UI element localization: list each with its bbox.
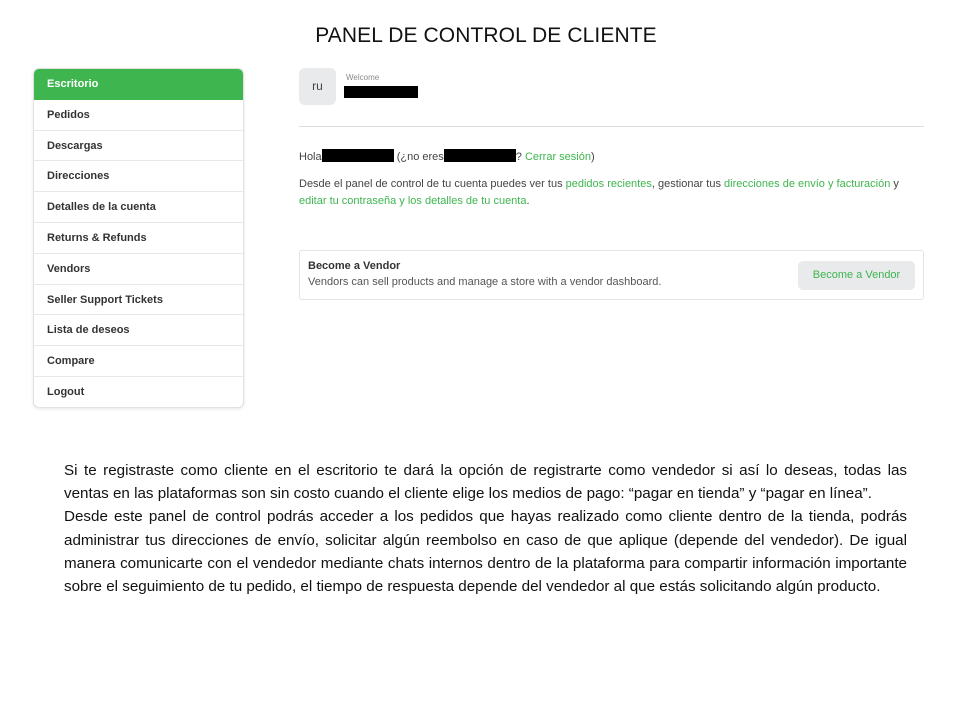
edit-account-link[interactable]: editar tu contraseña y los detalles de tu cuenta [299,195,527,207]
explanation-paragraph: Si te registraste como cliente en el escritorio te dará la opción de registrarte como vendedor si así lo deseas, todas las ventas en las plataformas son sin costo cuando el cliente elige los medios de pago: “pagar en tienda” y “pagar en línea”. [64,462,907,503]
intro-text: . [526,195,530,207]
addresses-link[interactable]: direcciones de envío y facturación [724,178,891,190]
welcome-label: Welcome [346,73,380,82]
vendor-panel-description: Vendors can sell products and manage a store with a vendor dashboard. [308,276,662,288]
redacted-username [444,149,516,162]
sidebar-item-returns-refunds[interactable]: Returns & Refunds [34,223,243,254]
sidebar-item-direcciones[interactable]: Direcciones [34,161,243,192]
vendor-panel-title: Become a Vendor [308,260,401,272]
page-title: PANEL DE CONTROL DE CLIENTE [315,24,657,47]
greeting-question-mark: ? [515,151,522,163]
logout-link[interactable]: Cerrar sesión [524,151,591,163]
greeting-hello: Hola [299,151,322,163]
sidebar-item-lista-deseos[interactable]: Lista de deseos [34,315,243,346]
become-vendor-button[interactable]: Become a Vendor [798,261,915,290]
explanatory-text [64,459,907,598]
recent-orders-link[interactable]: pedidos recientes [565,178,652,190]
sidebar-item-detalles-cuenta[interactable]: Detalles de la cuenta [34,192,243,223]
sidebar-item-logout[interactable]: Logout [47,385,85,398]
intro-text: , gestionar tus [651,178,725,190]
avatar: ru [299,68,336,105]
sidebar-item-vendors[interactable]: Vendors [34,254,243,285]
intro-text: y [890,178,899,190]
sidebar-item-seller-support-tickets[interactable]: Seller Support Tickets [34,285,243,316]
sidebar-item-pedidos[interactable]: Pedidos [34,100,243,131]
become-vendor-panel [299,250,924,300]
intro-text: Desde el panel de control de tu cuenta puedes ver tus [299,178,566,190]
greeting-not-you: (¿no eres [396,151,444,163]
sidebar-item-escritorio[interactable]: Escritorio [34,69,243,100]
sidebar-item-compare[interactable]: Compare [34,346,243,377]
greeting-close-paren: ) [590,151,595,163]
account-sidebar [33,68,244,408]
header-divider [299,126,924,127]
sidebar-item-descargas[interactable]: Descargas [34,131,243,162]
greeting-line [299,149,595,164]
explanation-paragraph: Desde este panel de control podrás acceder a los pedidos que hayas realizado como cliente dentro de la tienda, podrás administrar tus direcciones de envío, solicitar algún reembolso en caso de que aplique (depende del vendedor). De igual manera comunicarte con el vendedor mediante chats internos dentro de la plataforma para compartir información importante sobre el seguimiento de tu pedido, el tiempo de respuesta depende del vendedor al que estás solicitando algún producto. [64,508,907,596]
dashboard-intro [299,176,924,210]
redacted-username [344,86,418,98]
redacted-username [322,149,394,162]
